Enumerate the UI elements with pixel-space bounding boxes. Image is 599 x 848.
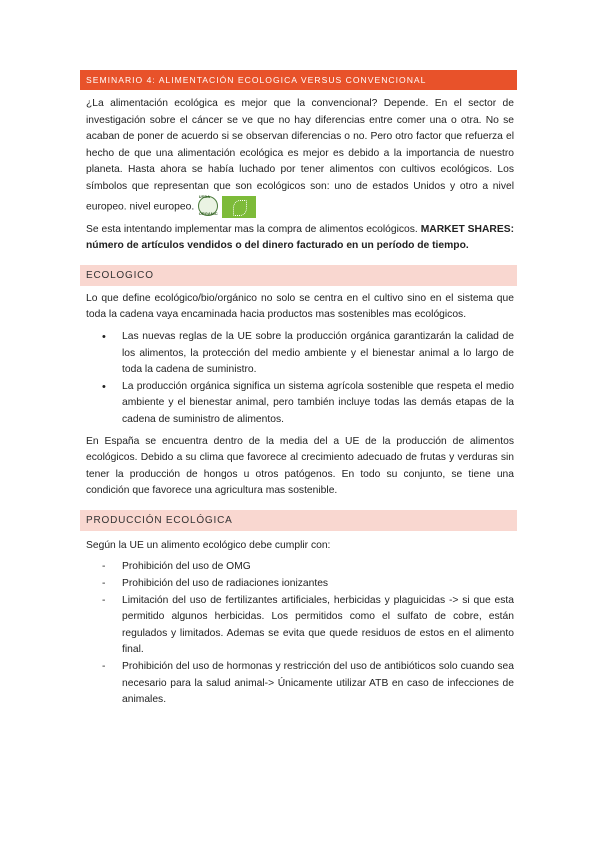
seminar-title-banner: SEMINARIO 4: ALIMENTACIÓN ECOLOGICA VERSUS CONVENCIONAL	[80, 70, 517, 90]
list-item: • Las nuevas reglas de la UE sobre la producción orgánica garantizarán la calidad de los alimentos, la protección del medio ambiente y el bienestar animal a lo largo de toda la cadena de suministro.	[122, 329, 514, 379]
produccion-requirements-list	[80, 554, 517, 708]
market-shares-definition: MARKET SHARES: número de artículos vendidos o del dinero facturado en un período de tiempo.	[86, 223, 514, 252]
produccion-intro: Según la UE un alimento ecológico debe cumplir con:	[86, 539, 331, 551]
section-heading-produccion: PRODUCCIÓN ECOLÓGICA	[80, 510, 517, 531]
list-item: - Limitación del uso de fertilizantes artificiales, herbicidas y plaguicidas -> si que esta permitido algunos herbicidas. Los permitidos como el sulfato de cobre, están regulados y limitados. Ademas se evita que quede residuos de estos en el alimento final.	[122, 593, 514, 659]
eu-organic-leaf-icon	[222, 196, 256, 218]
intro-text: ¿La alimentación ecológica es mejor que la convencional? Depende. En el sector de investigación sobre el cáncer se ve que no hay diferencias entre comer una o otra. No se acaban de poner de acuerdo si se observan diferencias o no. Pero otro factor que refuerza el hecho de que una alimentación ecológica es mejor es debido a la importancia de nuestro planeta. Hasta ahora se había luchado por tener alimentos con cultivos ecológicos. Los símbolos que representan que son ecológicos son: uno de estados Unidos y otro a nivel europeo. nivel europeo.	[86, 98, 514, 213]
ecologico-bullet-list	[80, 324, 517, 429]
ecologico-definition: Lo que define ecológico/bio/orgánico no solo se centra en el cultivo sino en el sistema que toda la cadena vaya encaminada hacia productos mas sostenibles mas ecológicos.	[86, 292, 514, 321]
list-item: - Prohibición del uso de radiaciones ionizantes	[122, 576, 514, 593]
espana-paragraph: En España se encuentra dentro de la media del a UE de la producción de alimentos ecológicos. Debido a su clima que favorece al crecimiento adecuado de frutas y verduras sin tener la producción de hongos u otros patógenos. En todo su conjunto, se tiene una condición que favorece una agricultura mas sostenible.	[86, 435, 514, 497]
section-heading-ecologico: ECOLOGICO	[80, 265, 517, 286]
organic-logos	[198, 193, 256, 218]
document-content	[80, 70, 517, 709]
list-item: - Prohibición del uso de OMG	[122, 559, 514, 576]
list-item: - Prohibición del uso de hormonas y restricción del uso de antibióticos solo cuando sea necesario para la salud animal-> Únicamente utilizar ATB en caso de infecciones de animales.	[122, 659, 514, 709]
usda-organic-seal-icon: USDA ORGANIC	[198, 193, 218, 216]
list-item: • La producción orgánica significa un sistema agrícola sostenible que respeta el medio ambiente y el bienestar animal, pero también incluye todas las demás etapas de la cadena de suministro de alimentos.	[122, 379, 514, 429]
market-shares-paragraph: Se esta intentando implementar mas la compra de alimentos ecológicos. MARKET SHARES: número de artículos vendidos o del dinero facturado en un período de tiempo.	[86, 223, 514, 252]
intro-paragraph	[80, 90, 517, 218]
